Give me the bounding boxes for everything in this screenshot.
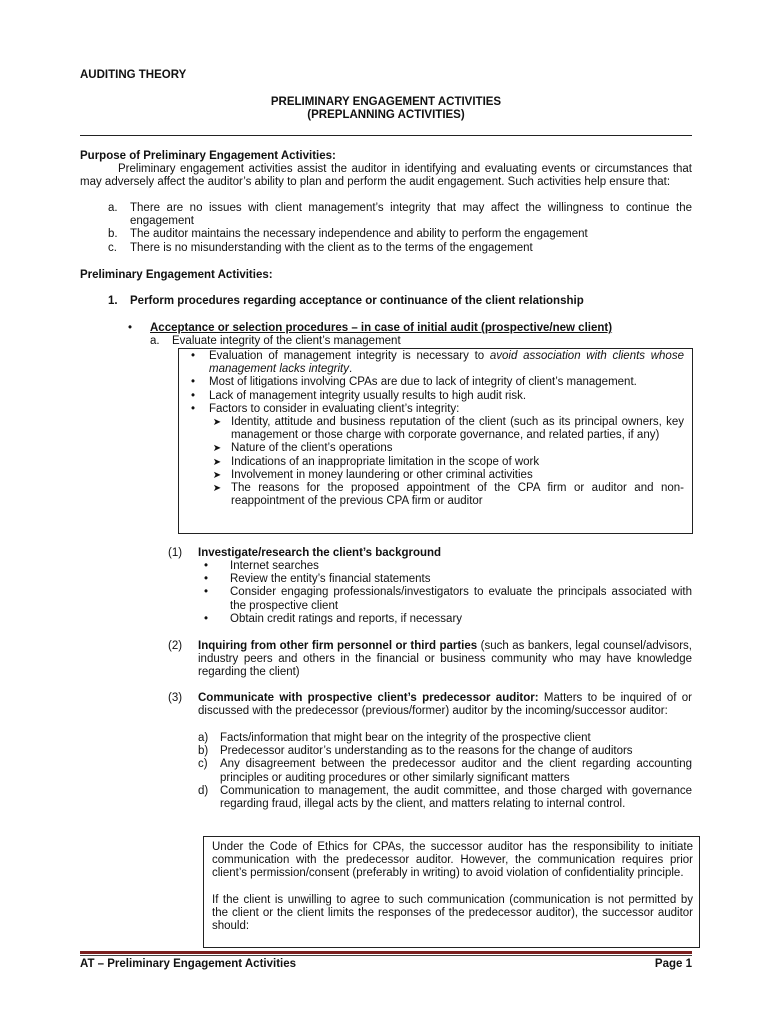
box-bullet-1-tail: . (348, 363, 353, 376)
factor-item (209, 416, 684, 442)
list-item (198, 586, 692, 612)
factor-text: Involvement in money laundering or other criminal activities (231, 468, 533, 481)
bullet-icon: • (203, 586, 209, 599)
footer-rule-thin (80, 955, 692, 956)
box-bullet (185, 350, 684, 376)
heading-line-1: PRELIMINARY ENGAGEMENT ACTIVITIES (270, 96, 502, 108)
factors-list (185, 416, 684, 508)
bullet-icon: • (190, 350, 196, 362)
factor-item (209, 442, 684, 455)
bullet-icon: • (190, 376, 196, 389)
code-of-ethics-box (203, 836, 700, 948)
list-item-text: The auditor maintains the necessary independence and ability to perform the engagement (130, 228, 588, 241)
bullet-icon: • (128, 322, 133, 334)
acceptance-bullet-text: Acceptance or selection procedures – in case of initial audit (prospective/new client) (150, 322, 613, 334)
list-marker: b. (108, 228, 118, 241)
list-item (198, 758, 692, 784)
factor-item (209, 482, 684, 508)
item-3 (168, 692, 692, 718)
item-1-title: Investigate/research the client’s background (198, 547, 442, 559)
bullet-icon: • (203, 560, 209, 572)
item-3-list (198, 732, 692, 811)
arrow-bullet-icon: ➤ (212, 469, 222, 481)
list-marker: a. (108, 202, 118, 214)
acceptance-bullet (128, 322, 692, 335)
sub-item-text: Evaluate integrity of the client’s management (172, 335, 401, 347)
bullet-icon: • (190, 389, 196, 402)
header-rule (80, 135, 692, 136)
list-item-text: Predecessor auditor’s understanding as to the reasons for the change of auditors (220, 745, 633, 758)
sub-item-a (150, 335, 690, 348)
factor-item (209, 469, 684, 482)
list-item-text: Any disagreement between the predecessor auditor and the client regarding accounting principles or auditing procedures or other similarly significant matters (220, 758, 692, 784)
bullet-icon: • (203, 612, 209, 625)
list-item-text: Internet searches (230, 560, 319, 572)
bullet-icon: • (190, 402, 196, 415)
box-bullet-text: Lack of management integrity usually results to high audit risk. (209, 389, 527, 402)
item-1-bullets (198, 560, 692, 626)
arrow-bullet-icon: ➤ (212, 456, 222, 468)
list-item (198, 745, 692, 758)
item-3-text: Matters to be inquired of or discussed with the predecessor (previous/former) auditor by the incoming/successor auditor: (198, 692, 692, 718)
box-bullet-text: Most of litigations involving CPAs are due to lack of integrity of client’s management. (209, 376, 637, 389)
item-1-marker: (1) (168, 547, 183, 559)
list-marker: d) (198, 784, 209, 797)
list-item (198, 613, 692, 626)
purpose-list (108, 202, 692, 255)
item-1-heading (168, 547, 692, 560)
item-2-title: Inquiring from other firm personnel or third parties (198, 640, 478, 652)
list-item (108, 228, 692, 241)
factor-text: Identity, attitude and business reputation of the client (such as its principal owners, key management or those charge with corporate governance, and related parties, if any) (231, 416, 684, 442)
box-paragraph-2: If the client is unwilling to agree to such communication (communication is not permitted by the client or the client limits the responses of the predecessor auditor), the successor auditor should: (212, 893, 693, 933)
list-item-text: There is no misunderstanding with the client as to the terms of the engagement (130, 241, 533, 254)
factor-text: The reasons for the proposed appointment of the CPA firm or auditor and non-reappointment of the previous CPA firm or auditor (231, 482, 684, 508)
factor-item (209, 456, 684, 469)
list-item (108, 202, 692, 228)
arrow-bullet-icon: ➤ (212, 417, 222, 429)
sub-item-marker: a. (150, 335, 160, 347)
section-1-heading (108, 295, 692, 308)
heading-line-2: (PREPLANNING ACTIVITIES) (307, 109, 465, 122)
section-1-number: 1. (108, 295, 118, 307)
list-item-text: Consider engaging professionals/investigators to evaluate the principals associated with the prospective client (230, 586, 692, 612)
box-bullet-1-lead: Evaluation of management integrity is necessary to (209, 350, 490, 362)
list-marker: b) (198, 745, 209, 758)
item-3-title: Communicate with prospective client’s predecessor auditor: (198, 692, 539, 704)
item-2-text: (such as bankers, legal counsel/advisors, industry peers and others in the financial or business community who may have knowledge regarding the client) (198, 640, 692, 679)
box-bullet-text (201, 350, 684, 376)
item-2-marker: (2) (168, 640, 183, 652)
purpose-title: Purpose of Preliminary Engagement Activities: (80, 150, 336, 162)
list-item (198, 732, 692, 745)
list-item (198, 573, 692, 586)
factor-text: Nature of the client’s operations (231, 442, 393, 455)
item-3-body (198, 692, 692, 718)
activities-title: Preliminary Engagement Activities: (80, 269, 273, 281)
list-marker: c) (198, 758, 208, 771)
list-item-text: Obtain credit ratings and reports, if necessary (230, 612, 463, 625)
course-title: AUDITING THEORY (80, 69, 187, 81)
section-1-title: Perform procedures regarding acceptance or continuance of the client relationship (130, 295, 584, 307)
footer-title: AT – Preliminary Engagement Activities (80, 958, 297, 970)
box-bullet (185, 390, 684, 403)
box-bullet-1-emphasis: avoid association with clients whose management lacks integrity (209, 350, 684, 376)
factor-text: Indications of an inappropriate limitation in the scope of work (231, 455, 540, 468)
list-item (198, 560, 692, 573)
item-2 (168, 640, 692, 680)
arrow-bullet-icon: ➤ (212, 443, 222, 455)
integrity-box (178, 348, 693, 534)
bullet-icon: • (203, 573, 209, 586)
item-3-marker: (3) (168, 692, 183, 704)
footer-rule (80, 951, 692, 954)
box-bullet-text: Factors to consider in evaluating client’s integrity: (209, 402, 460, 415)
list-marker: a) (198, 732, 209, 744)
list-item-text: There are no issues with client management’s integrity that may affect the willingness to continue the engagement (130, 202, 692, 228)
box-paragraph-1: Under the Code of Ethics for CPAs, the successor auditor has the responsibility to initiate communication with the predecessor auditor. However, the communication requires prior client’s permission/consent (preferably in writing) to avoid violation of confidentiality principle. (212, 841, 693, 880)
box-bullet (185, 403, 684, 416)
list-item-text: Facts/information that might bear on the integrity of the prospective client (220, 732, 591, 744)
list-item-text: Communication to management, the audit committee, and those charged with governance regarding fraud, illegal acts by the client, and matters relating to internal control. (220, 784, 692, 811)
document-heading (80, 96, 692, 122)
list-item (108, 242, 692, 255)
list-marker: c. (108, 241, 117, 254)
list-item (198, 785, 692, 811)
page-number: Page 1 (654, 958, 692, 970)
list-item-text: Review the entity’s financial statements (230, 573, 431, 586)
box-bullet (185, 376, 684, 389)
arrow-bullet-icon: ➤ (212, 483, 222, 495)
item-2-body (198, 640, 692, 680)
purpose-paragraph: Preliminary engagement activities assist the auditor in identifying and evaluating events or circumstances that may adversely affect the auditor’s ability to plan and perform the audit engagement. Such activities help ensure that: (80, 163, 692, 189)
